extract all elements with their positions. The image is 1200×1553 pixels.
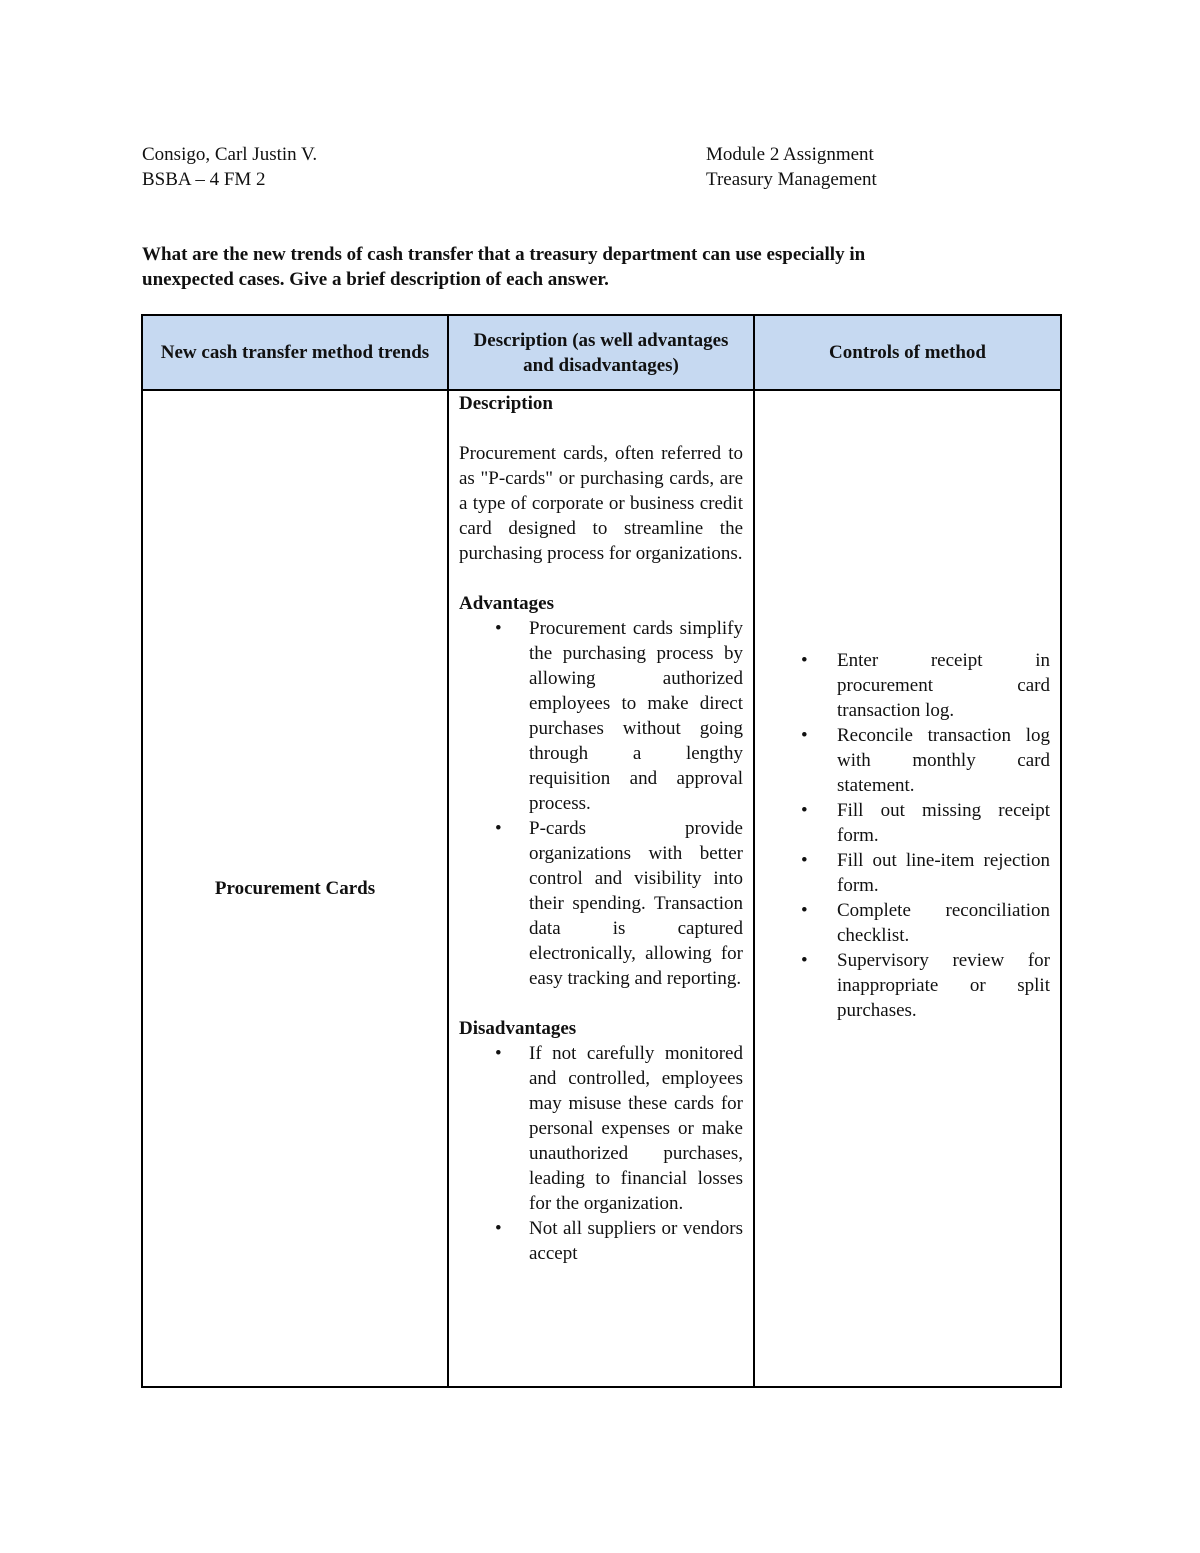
question-line-2: unexpected cases. Give a brief description of each answer. xyxy=(142,269,609,290)
list-item: • P-cards provide organizations with better control and visibility into their spending. Transaction data is captured electronically, allowing for easy tracking and reporting. xyxy=(495,818,743,989)
list-item: • Not all suppliers or vendors accept xyxy=(495,1218,743,1264)
cash-transfer-table xyxy=(141,314,1062,1388)
method-name: Procurement Cards xyxy=(142,390,448,1387)
disadvantages-list xyxy=(459,1041,743,1266)
controls-list xyxy=(765,648,1050,1023)
header-description: Description (as well advantages and disadvantages) xyxy=(448,315,754,390)
list-item: • Supervisory review for inappropriate or split purchases. xyxy=(801,950,1050,1021)
list-item: • Fill out line-item rejection form. xyxy=(801,850,1050,896)
student-section: BSBA – 4 FM 2 xyxy=(142,169,266,190)
description-title: Description xyxy=(459,393,553,414)
course-title: Treasury Management xyxy=(706,169,877,190)
header-controls: Controls of method xyxy=(754,315,1061,390)
bullet-icon: • xyxy=(801,900,808,921)
bullet-icon: • xyxy=(495,1218,502,1239)
assignment-question xyxy=(142,242,1042,292)
list-item: • Enter receipt in procurement card transaction log. xyxy=(801,650,1050,721)
bullet-icon: • xyxy=(801,800,808,821)
document-header xyxy=(142,142,1042,192)
list-item: • Complete reconciliation checklist. xyxy=(801,900,1050,946)
list-item: • Procurement cards simplify the purchasing process by allowing authorized employees to make direct purchases without going through a lengthy requisition and approval process. xyxy=(495,618,743,814)
bullet-icon: • xyxy=(801,950,808,971)
bullet-icon: • xyxy=(495,1043,502,1064)
list-item: • Fill out missing receipt form. xyxy=(801,800,1050,846)
table-row xyxy=(142,390,1061,1387)
description-cell xyxy=(448,390,754,1387)
assignment-title: Module 2 Assignment xyxy=(706,144,874,165)
bullet-icon: • xyxy=(495,818,502,839)
bullet-icon: • xyxy=(495,618,502,639)
list-item: • Reconcile transaction log with monthly card statement. xyxy=(801,725,1050,796)
table-header-row xyxy=(142,315,1061,390)
controls-cell xyxy=(754,390,1061,1387)
advantages-list xyxy=(459,616,743,991)
bullet-icon: • xyxy=(801,850,808,871)
question-line-1: What are the new trends of cash transfer that a treasury department can use especially in xyxy=(142,244,866,265)
description-text: Procurement cards, often referred to as "P-cards" or purchasing cards, are a type of corporate or business credit card designed to streamline the purchasing process for organizations. xyxy=(459,443,743,564)
disadvantages-title: Disadvantages xyxy=(459,1018,577,1039)
header-method: New cash transfer method trends xyxy=(142,315,448,390)
bullet-icon: • xyxy=(801,725,808,746)
advantages-title: Advantages xyxy=(459,593,555,614)
student-name: Consigo, Carl Justin V. xyxy=(142,144,318,165)
bullet-icon: • xyxy=(801,650,808,671)
list-item: • If not carefully monitored and controlled, employees may misuse these cards for personal expenses or make unauthorized purchases, leading to financial losses for the organization. xyxy=(495,1043,743,1214)
